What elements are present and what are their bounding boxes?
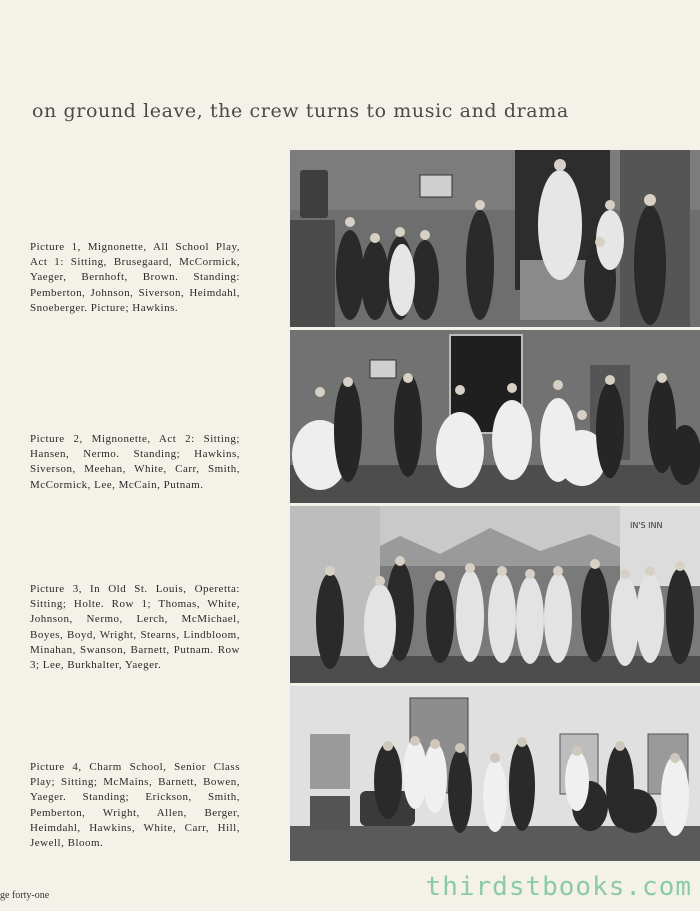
caption-picture-4: Picture 4, Charm School, Senior Class Play; Sitting; McMains, Barnett, Bowen, Yaeger. Standing; Erickson, Smith, Pemberton, Wright, Allen, Berger, Heimdahl, Hawkins, White, Carr, Hill, Jewell, Bloom.	[30, 761, 240, 850]
caption-picture-3: Picture 3, In Old St. Louis, Operetta: Sitting; Holte. Row 1; Thomas, White, Johnson, Nermo, Lerch, McMichael, Boyes, Boyd, Wright, Stearns, Lindbloom, Minahan, Swanson, Barnett, Putnam. Row 3; Lee, Burkhalter, Yaeger.	[30, 583, 240, 672]
photo-charm-school	[290, 686, 700, 861]
photo-mignonette-act-2	[290, 330, 700, 503]
caption-picture-1: Picture 1, Mignonette, All School Play, Act 1: Sitting, Brusegaard, McCormick, Yaeger, Bernhoft, Brown. Standing: Pemberton, Johnson, Siverson, Heimdahl, Snoeberger. Picture; Hawkins.	[30, 241, 240, 314]
sign-text: IN'S INN	[630, 521, 663, 530]
page-number: ge forty-one	[0, 890, 50, 901]
watermark: thirdstbooks.com	[425, 872, 692, 902]
caption-picture-2: Picture 2, Mignonette, Act 2: Sitting; Hansen, Nermo. Standing; Hawkins, Siverson, Meehan, White, Carr, Smith, McCormick, Lee, McCain, Putnam.	[30, 433, 240, 491]
page-headline: on ground leave, the crew turns to music and drama	[32, 100, 569, 122]
photo-in-old-st-louis	[290, 506, 700, 683]
photo-mignonette-act-1	[290, 150, 700, 327]
